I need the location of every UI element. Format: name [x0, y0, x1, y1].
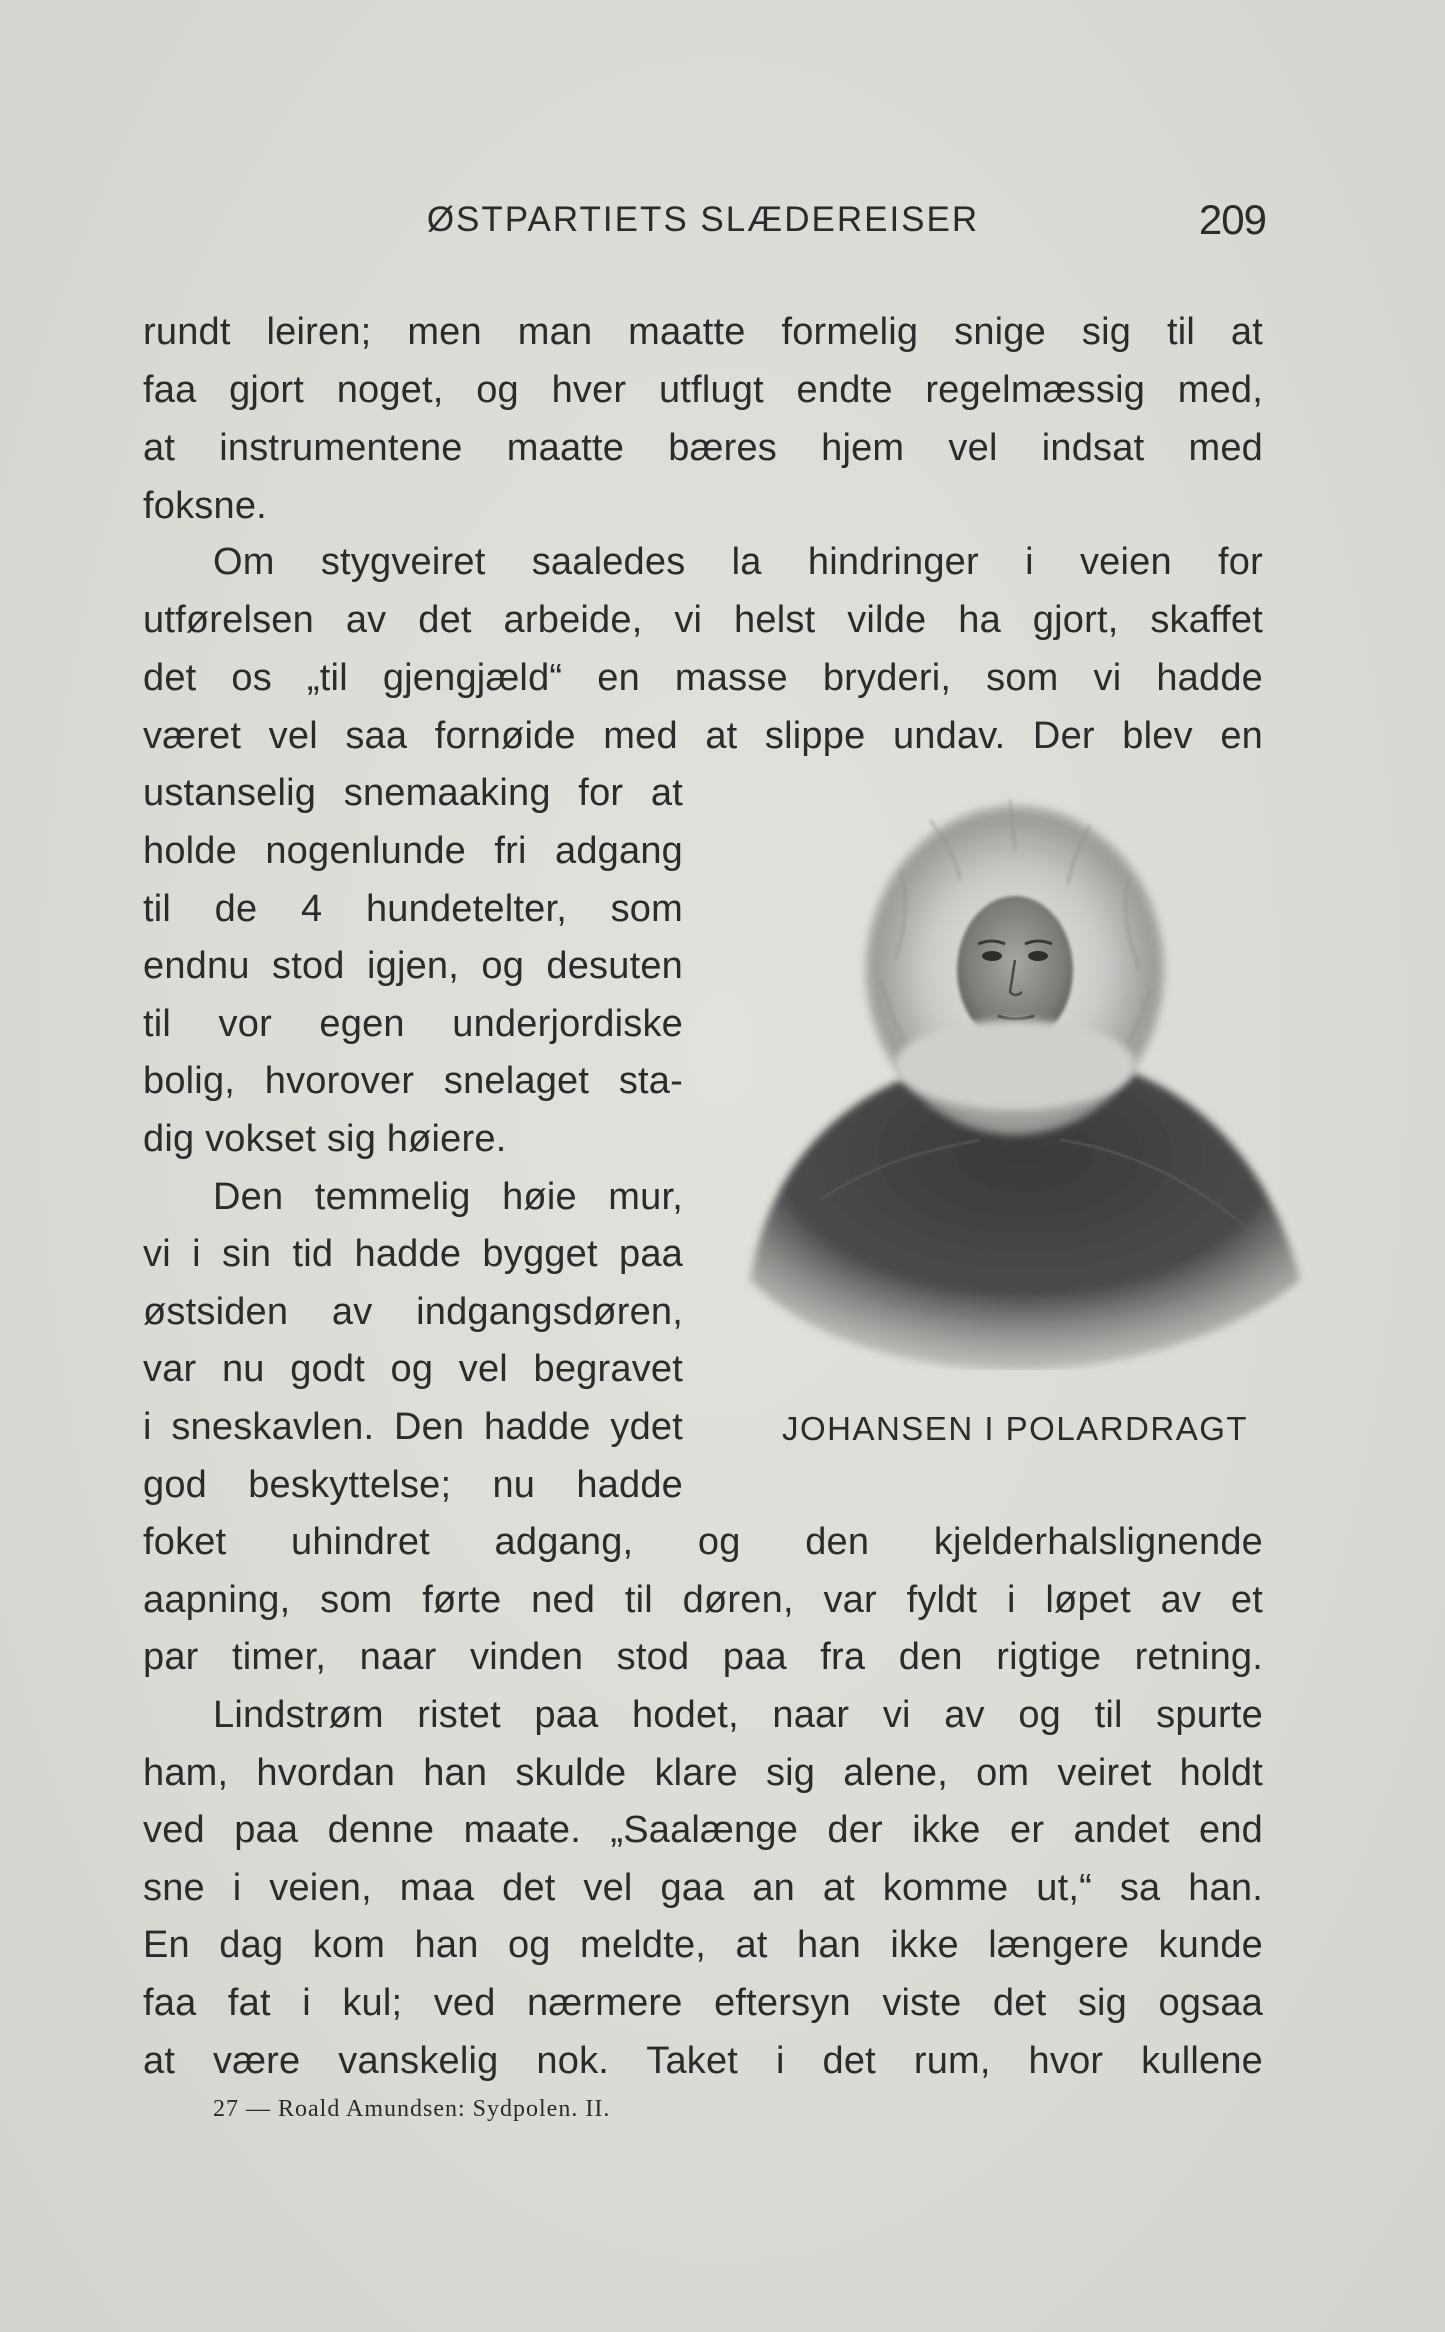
text-line: at instrumentene maatte bæres hjem vel indsat med: [143, 427, 1263, 469]
text-line: var nu godt og vel begravet: [143, 1348, 683, 1390]
text-line: østsiden av indgangsdøren,: [143, 1291, 683, 1333]
text-line: rundt leiren; men man maatte formelig snige sig til at: [143, 311, 1263, 353]
text-line: holde nogenlunde fri adgang: [143, 830, 683, 872]
text-line: endnu stod igjen, og desuten: [143, 945, 683, 987]
text-line: foksne.: [143, 485, 267, 527]
text-line: par timer, naar vinden stod paa fra den rigtige retning.: [143, 1636, 1263, 1678]
text-line: utførelsen av det arbeide, vi helst vilde ha gjort, skaffet: [143, 599, 1263, 641]
portrait-photo: [730, 780, 1310, 1370]
text-line: god beskyttelse; nu hadde: [143, 1464, 683, 1506]
text-line: aapning, som førte ned til døren, var fyldt i løpet av et: [143, 1579, 1263, 1621]
text-line: faa gjort noget, og hver utflugt endte regelmæssig med,: [143, 369, 1263, 411]
text-line: Om stygveiret saaledes la hindringer i veien for: [213, 541, 1263, 583]
text-line: En dag kom han og meldte, at han ikke længere kunde: [143, 1924, 1263, 1966]
text-line: vi i sin tid hadde bygget paa: [143, 1233, 683, 1275]
text-line: Den temmelig høie mur,: [213, 1176, 683, 1218]
running-title: ØSTPARTIETS SLÆDEREISER: [426, 200, 980, 239]
text-line: ham, hvordan han skulde klare sig alene, om veiret holdt: [143, 1752, 1263, 1794]
page-number: 209: [1198, 196, 1266, 243]
text-line: dig vokset sig høiere.: [143, 1118, 507, 1160]
text-line: til de 4 hundetelter, som: [143, 888, 683, 930]
printer-signature: 27 — Roald Amundsen: Sydpolen. II.: [213, 2096, 611, 2122]
page-header: [140, 196, 1266, 246]
text-line: det os „til gjengjæld“ en masse bryderi, som vi hadde: [143, 657, 1263, 699]
text-line: i sneskavlen. Den hadde ydet: [143, 1406, 683, 1448]
text-line: til vor egen underjordiske: [143, 1003, 683, 1045]
figure-caption: JOHANSEN I POLARDRAGT: [781, 1410, 1249, 1447]
text-line: ustanselig snemaaking for at: [143, 772, 683, 814]
text-line: at være vanskelig nok. Taket i det rum, hvor kullene: [143, 2040, 1263, 2082]
text-line: bolig, hvorover snelaget sta-: [143, 1060, 683, 1102]
text-line: ved paa denne maate. „Saalænge der ikke er andet end: [143, 1809, 1263, 1851]
text-line: sne i veien, maa det vel gaa an at komme ut,“ sa han.: [143, 1867, 1263, 1909]
text-line: Lindstrøm ristet paa hodet, naar vi av og til spurte: [213, 1694, 1263, 1736]
text-line: faa fat i kul; ved nærmere eftersyn viste det sig ogsaa: [143, 1982, 1263, 2024]
text-line: foket uhindret adgang, og den kjelderhalslignende: [143, 1521, 1263, 1563]
text-line: været vel saa fornøide med at slippe undav. Der blev en: [143, 715, 1263, 757]
